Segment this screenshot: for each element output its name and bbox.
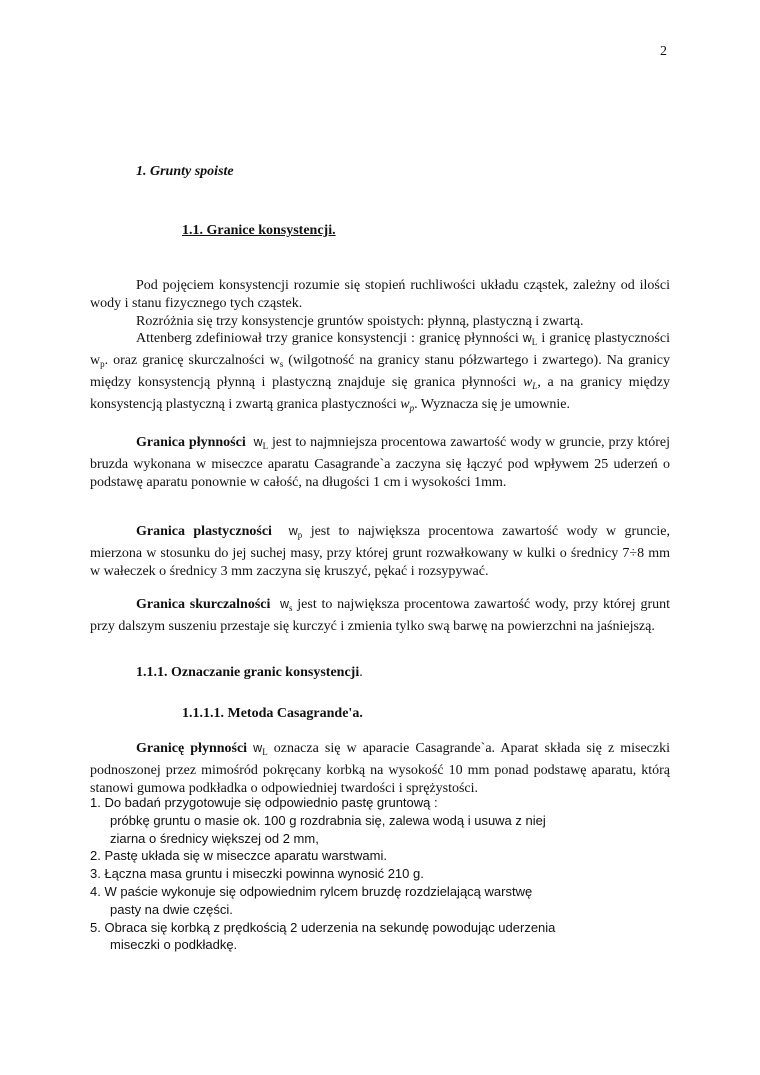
liquid-limit-paragraph: Granica płynności $w_L$ jest to najmniejsza procentowa zawartość wody w gruncie, przy której bruzda wykonana w miseczce aparatu Casagrande`a zaczyna się łączyć pod wpływem 25 uderzeń o podstawę aparatu ponownie w całość, na długości 1 cm i wysokości 1mm. — [90, 435, 670, 490]
intro-paragraph-2: Rozróżnia się trzy konsystencje gruntów spoistych: płynną, plastyczną i zwartą. — [136, 313, 584, 329]
plastic-limit-paragraph: Granica plastyczności $w_p$ jest to największa procentowa zawartość wody w gruncie, mierzona w stosunku do jej suchej masy, przy której grunt rozwałkowany w kulki o średnicy 7÷8 mm w wałeczek o średnicy 3 mm zaczyna się kruszyć, pękać i rozsypywać. — [90, 524, 671, 579]
page-number: 2 — [660, 44, 667, 59]
liquid-limit-term: Granica płynności — [136, 435, 246, 450]
shrinkage-limit-paragraph: Granica skurczalności $w_s$ jest to największa procentowa zawartość wody, przy której grunt przy dalszym suszeniu przestaje się kurczyć i zmienia tylko swą barwę na powierzchni na jaśniejszą. — [90, 597, 671, 634]
list-item: 5. Obraca się korbką z prędkością 2 uderzenia na sekundę powodując uderzenia — [90, 919, 556, 935]
list-item: 1. Do badań przygotowuje się odpowiednio pastę gruntową : — [90, 795, 438, 810]
plastic-limit-term: Granica plastyczności — [136, 524, 272, 539]
list-item: próbkę gruntu o masie ok. 100 g rozdrabnia się, zalewa wodą i usuwa z niej — [110, 812, 546, 828]
heading-granice-konsystencji: 1.1. Granice konsystencji. — [182, 223, 336, 238]
method-paragraph: Granicę płynności $w_L$ oznacza się w aparacie Casagrande`a. Aparat składa się z miseczki podnoszonej przez mimośród pokręcany korbką na wysokość 10 mm ponad podstawę aparatu, którą stanowi gumowa podkładka o odpowiedniej twardości i sprężystości. — [90, 741, 671, 796]
intro-section — [90, 277, 670, 418]
procedure-steps-list — [90, 794, 650, 954]
method-term: Granicę płynności — [136, 741, 248, 756]
list-item: pasty na dwie części. — [110, 901, 233, 917]
heading-oznaczanie-granic: 1.1.1. Oznaczanie granic konsystencji. — [136, 665, 363, 680]
list-item: ziarna o średnicy większej od 2 mm, — [110, 830, 319, 846]
liquid-limit-text: jest to najmniejsza procentowa zawartość wody w gruncie, przy której bruzda wykonana w miseczce aparatu Casagrande`a zaczyna się łączyć pod wpływem 25 uderzeń o podstawę aparatu ponownie w całość, na długości 1 cm i wysokości 1mm. — [90, 435, 670, 490]
intro-paragraph-3: Attenberg zdefiniował trzy granice konsystencji : granicę płynności $w_L$ i granicę plastyczności $w_p$. oraz granicę skurczalności $w_s$ (wilgotność na granicy stanu półzwartego i zwartego). Na granicy między konsystencją płynną i plastyczną znajduje się granica płynności $w_L$, a na granicy między konsystencją plastyczną i zwartą granica plastyczności $w_p$. Wyznacza się je umownie. — [90, 331, 670, 413]
list-item: miseczki o podkładkę. — [110, 937, 238, 953]
list-item: 3. Łączna masa gruntu i miseczki powinna wynosić 210 g. — [90, 866, 424, 882]
list-item: 4. W paście wykonuje się odpowiednim rylcem bruzdę rozdzielającą warstwę — [90, 883, 533, 899]
intro-paragraph-1: Pod pojęciem konsystencji rozumie się stopień ruchliwości układu cząstek, zależny od ilości wody i stanu fizycznego tych cząstek. — [90, 278, 670, 311]
shrinkage-limit-text: jest to największa procentowa zawartość wody, przy której grunt przy dalszym suszeniu przestaje się kurczyć i zmienia tylko swą barwę na powierzchni na jaśniejszą. — [90, 597, 671, 634]
list-item: 2. Pastę układa się w miseczce aparatu warstwami. — [90, 848, 387, 864]
plastic-limit-text: jest to największa procentowa zawartość wody w gruncie, mierzona w stosunku do jej suchej masy, przy której grunt rozwałkowany w kulki o średnicy 7÷8 mm w wałeczek o średnicy 3 mm zaczyna się kruszyć, pękać i rozsypywać. — [90, 524, 671, 579]
shrinkage-limit-term: Granica skurczalności — [136, 597, 271, 612]
heading-grunty-spoiste: 1. Grunty spoiste — [136, 164, 234, 179]
heading-metoda-casagrande: 1.1.1.1. Metoda Casagrande'a. — [182, 706, 363, 721]
method-text: oznacza się w aparacie Casagrande`a. Aparat składa się z miseczki podnoszonej przez mimośród pokręcany korbką na wysokość 10 mm ponad podstawę aparatu, którą stanowi gumowa podkładka o odpowiedniej twardości i sprężystości. — [90, 741, 671, 796]
